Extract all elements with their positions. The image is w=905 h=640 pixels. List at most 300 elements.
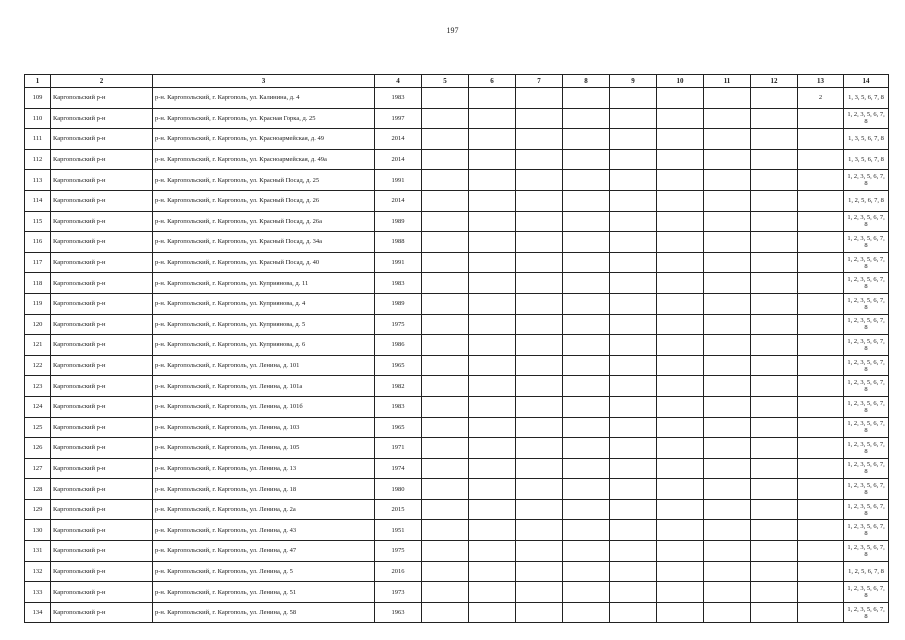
- col13-cell: [798, 190, 844, 211]
- table-body: [25, 88, 889, 623]
- row-number-cell: 125: [25, 417, 51, 438]
- row-number-cell: 110: [25, 108, 51, 129]
- table-row: [25, 252, 889, 273]
- col12-cell: [751, 88, 798, 109]
- row-number-cell: 117: [25, 252, 51, 273]
- address-cell: р-н. Каргопольский, г. Каргополь, ул. Куприянова, д. 4: [153, 293, 375, 314]
- year-cell: 1963: [375, 602, 422, 623]
- col9-cell: [610, 252, 657, 273]
- address-cell: р-н. Каргопольский, г. Каргополь, ул. Красная Горка, д. 25: [153, 108, 375, 129]
- address-cell: р-н. Каргопольский, г. Каргополь, ул. Ленина, д. 103: [153, 417, 375, 438]
- year-cell: 1991: [375, 252, 422, 273]
- col5-cell: [422, 273, 469, 294]
- col14-cell: 1, 2, 3, 5, 6, 7, 8: [844, 396, 889, 417]
- district-cell: Каргопольский р-н: [51, 520, 153, 541]
- col5-cell: [422, 211, 469, 232]
- col10-cell: [657, 108, 704, 129]
- col11-cell: [704, 211, 751, 232]
- district-cell: Каргопольский р-н: [51, 335, 153, 356]
- col14-cell: 1, 2, 3, 5, 6, 7, 8: [844, 376, 889, 397]
- col11-cell: [704, 190, 751, 211]
- col12-cell: [751, 396, 798, 417]
- year-cell: 1951: [375, 520, 422, 541]
- district-cell: Каргопольский р-н: [51, 273, 153, 294]
- row-number-cell: 122: [25, 355, 51, 376]
- col8-cell: [563, 396, 610, 417]
- col14-cell: 1, 2, 3, 5, 6, 7, 8: [844, 541, 889, 562]
- col9-cell: [610, 582, 657, 603]
- col10-cell: [657, 479, 704, 500]
- col11-cell: [704, 520, 751, 541]
- year-cell: 1989: [375, 211, 422, 232]
- col13-cell: [798, 129, 844, 150]
- col14-cell: 1, 2, 3, 5, 6, 7, 8: [844, 520, 889, 541]
- col12-cell: [751, 438, 798, 459]
- col7-cell: [516, 232, 563, 253]
- address-cell: р-н. Каргопольский, г. Каргополь, ул. Куприянова, д. 6: [153, 335, 375, 356]
- col13-cell: [798, 273, 844, 294]
- col5-cell: [422, 129, 469, 150]
- col8-cell: [563, 561, 610, 582]
- district-cell: Каргопольский р-н: [51, 355, 153, 376]
- col6-cell: [469, 252, 516, 273]
- address-cell: р-н. Каргопольский, г. Каргополь, ул. Калинина, д. 4: [153, 88, 375, 109]
- col7-cell: [516, 458, 563, 479]
- address-cell: р-н. Каргопольский, г. Каргополь, ул. Ленина, д. 13: [153, 458, 375, 479]
- col7-cell: [516, 602, 563, 623]
- col5-cell: [422, 541, 469, 562]
- col8-cell: [563, 232, 610, 253]
- col5-cell: [422, 417, 469, 438]
- col6-cell: [469, 88, 516, 109]
- col11-cell: [704, 355, 751, 376]
- col13-cell: [798, 396, 844, 417]
- col13-cell: [798, 149, 844, 170]
- year-cell: 1988: [375, 232, 422, 253]
- row-number-cell: 129: [25, 499, 51, 520]
- col5-cell: [422, 108, 469, 129]
- year-cell: 2015: [375, 499, 422, 520]
- address-cell: р-н. Каргопольский, г. Каргополь, ул. Красный Посад, д. 40: [153, 252, 375, 273]
- col11-cell: [704, 170, 751, 191]
- col6-cell: [469, 417, 516, 438]
- year-cell: 1973: [375, 582, 422, 603]
- col8-cell: [563, 190, 610, 211]
- col8-cell: [563, 293, 610, 314]
- col6-cell: [469, 479, 516, 500]
- table-row: [25, 376, 889, 397]
- year-cell: 2014: [375, 149, 422, 170]
- table-row: [25, 582, 889, 603]
- year-cell: 1980: [375, 479, 422, 500]
- address-cell: р-н. Каргопольский, г. Каргополь, ул. Красноармейская, д. 49а: [153, 149, 375, 170]
- col11-cell: [704, 232, 751, 253]
- col9-cell: [610, 170, 657, 191]
- col11-cell: [704, 273, 751, 294]
- col14-cell: 1, 2, 3, 5, 6, 7, 8: [844, 211, 889, 232]
- col13-cell: [798, 541, 844, 562]
- col12-cell: [751, 293, 798, 314]
- district-cell: Каргопольский р-н: [51, 582, 153, 603]
- col10-cell: [657, 396, 704, 417]
- col9-cell: [610, 129, 657, 150]
- col7-cell: [516, 376, 563, 397]
- col10-cell: [657, 252, 704, 273]
- address-cell: р-н. Каргопольский, г. Каргополь, ул. Ленина, д. 5: [153, 561, 375, 582]
- col14-cell: 1, 2, 3, 5, 6, 7, 8: [844, 335, 889, 356]
- col13-cell: [798, 293, 844, 314]
- col9-cell: [610, 293, 657, 314]
- col6-cell: [469, 314, 516, 335]
- col10-cell: [657, 129, 704, 150]
- address-cell: р-н. Каргопольский, г. Каргополь, ул. Куприянова, д. 11: [153, 273, 375, 294]
- col9-cell: [610, 149, 657, 170]
- col6-cell: [469, 190, 516, 211]
- address-cell: р-н. Каргопольский, г. Каргополь, ул. Ленина, д. 58: [153, 602, 375, 623]
- col14-cell: 1, 2, 3, 5, 6, 7, 8: [844, 355, 889, 376]
- table-row: [25, 561, 889, 582]
- col8-cell: [563, 479, 610, 500]
- col5-cell: [422, 314, 469, 335]
- col14-cell: 1, 2, 3, 5, 6, 7, 8: [844, 458, 889, 479]
- row-number-cell: 115: [25, 211, 51, 232]
- row-number-cell: 111: [25, 129, 51, 150]
- col14-cell: 1, 2, 5, 6, 7, 8: [844, 561, 889, 582]
- col11-cell: [704, 479, 751, 500]
- column-header-2: 2: [51, 75, 153, 88]
- col7-cell: [516, 335, 563, 356]
- col9-cell: [610, 438, 657, 459]
- col14-cell: 1, 2, 3, 5, 6, 7, 8: [844, 252, 889, 273]
- col5-cell: [422, 335, 469, 356]
- col13-cell: [798, 108, 844, 129]
- col13-cell: [798, 211, 844, 232]
- col11-cell: [704, 561, 751, 582]
- col5-cell: [422, 376, 469, 397]
- year-cell: 1983: [375, 396, 422, 417]
- col6-cell: [469, 355, 516, 376]
- row-number-cell: 128: [25, 479, 51, 500]
- table-row: [25, 273, 889, 294]
- col7-cell: [516, 170, 563, 191]
- col7-cell: [516, 129, 563, 150]
- col9-cell: [610, 520, 657, 541]
- col5-cell: [422, 232, 469, 253]
- col12-cell: [751, 190, 798, 211]
- col7-cell: [516, 396, 563, 417]
- col8-cell: [563, 129, 610, 150]
- row-number-cell: 118: [25, 273, 51, 294]
- col14-cell: 1, 2, 5, 6, 7, 8: [844, 190, 889, 211]
- col13-cell: [798, 561, 844, 582]
- year-cell: 1983: [375, 273, 422, 294]
- col11-cell: [704, 88, 751, 109]
- col5-cell: [422, 602, 469, 623]
- col11-cell: [704, 293, 751, 314]
- column-header-12: 12: [751, 75, 798, 88]
- col13-cell: [798, 458, 844, 479]
- table-row: [25, 479, 889, 500]
- table-header: [25, 75, 889, 88]
- table-row: [25, 170, 889, 191]
- col14-cell: 1, 3, 5, 6, 7, 8: [844, 88, 889, 109]
- district-cell: Каргопольский р-н: [51, 396, 153, 417]
- col13-cell: [798, 252, 844, 273]
- row-number-cell: 121: [25, 335, 51, 356]
- col10-cell: [657, 355, 704, 376]
- col9-cell: [610, 458, 657, 479]
- col7-cell: [516, 355, 563, 376]
- address-cell: р-н. Каргопольский, г. Каргополь, ул. Ленина, д. 101б: [153, 396, 375, 417]
- col8-cell: [563, 520, 610, 541]
- district-cell: Каргопольский р-н: [51, 602, 153, 623]
- col12-cell: [751, 417, 798, 438]
- col10-cell: [657, 211, 704, 232]
- district-cell: Каргопольский р-н: [51, 541, 153, 562]
- year-cell: 1975: [375, 314, 422, 335]
- row-number-cell: 113: [25, 170, 51, 191]
- col14-cell: 1, 2, 3, 5, 6, 7, 8: [844, 582, 889, 603]
- col12-cell: [751, 561, 798, 582]
- col7-cell: [516, 211, 563, 232]
- col7-cell: [516, 273, 563, 294]
- col12-cell: [751, 335, 798, 356]
- address-cell: р-н. Каргопольский, г. Каргополь, ул. Ленина, д. 2а: [153, 499, 375, 520]
- table-row: [25, 211, 889, 232]
- col5-cell: [422, 561, 469, 582]
- col6-cell: [469, 541, 516, 562]
- col11-cell: [704, 129, 751, 150]
- col6-cell: [469, 273, 516, 294]
- table-row: [25, 417, 889, 438]
- row-number-cell: 132: [25, 561, 51, 582]
- col11-cell: [704, 376, 751, 397]
- year-cell: 1983: [375, 88, 422, 109]
- row-number-cell: 114: [25, 190, 51, 211]
- col8-cell: [563, 170, 610, 191]
- col9-cell: [610, 232, 657, 253]
- district-cell: Каргопольский р-н: [51, 88, 153, 109]
- table-row: [25, 88, 889, 109]
- col8-cell: [563, 376, 610, 397]
- col12-cell: [751, 232, 798, 253]
- col13-cell: [798, 170, 844, 191]
- col12-cell: [751, 479, 798, 500]
- district-cell: Каргопольский р-н: [51, 190, 153, 211]
- col9-cell: [610, 561, 657, 582]
- col6-cell: [469, 293, 516, 314]
- col5-cell: [422, 520, 469, 541]
- district-cell: Каргопольский р-н: [51, 561, 153, 582]
- col13-cell: [798, 376, 844, 397]
- col13-cell: [798, 602, 844, 623]
- col7-cell: [516, 190, 563, 211]
- year-cell: 2014: [375, 129, 422, 150]
- col7-cell: [516, 252, 563, 273]
- col6-cell: [469, 211, 516, 232]
- address-cell: р-н. Каргопольский, г. Каргополь, ул. Красный Посад, д. 26: [153, 190, 375, 211]
- column-header-10: 10: [657, 75, 704, 88]
- col12-cell: [751, 314, 798, 335]
- col5-cell: [422, 582, 469, 603]
- col6-cell: [469, 149, 516, 170]
- row-number-cell: 131: [25, 541, 51, 562]
- col12-cell: [751, 541, 798, 562]
- col14-cell: 1, 2, 3, 5, 6, 7, 8: [844, 273, 889, 294]
- col12-cell: [751, 520, 798, 541]
- year-cell: 1974: [375, 458, 422, 479]
- col6-cell: [469, 129, 516, 150]
- year-cell: 1997: [375, 108, 422, 129]
- table-row: [25, 149, 889, 170]
- col12-cell: [751, 108, 798, 129]
- col8-cell: [563, 458, 610, 479]
- col10-cell: [657, 190, 704, 211]
- col6-cell: [469, 561, 516, 582]
- row-number-cell: 126: [25, 438, 51, 459]
- address-cell: р-н. Каргопольский, г. Каргополь, ул. Ленина, д. 43: [153, 520, 375, 541]
- col10-cell: [657, 149, 704, 170]
- col10-cell: [657, 273, 704, 294]
- col9-cell: [610, 211, 657, 232]
- column-header-14: 14: [844, 75, 889, 88]
- col8-cell: [563, 582, 610, 603]
- col9-cell: [610, 602, 657, 623]
- address-cell: р-н. Каргопольский, г. Каргополь, ул. Красный Посад, д. 26а: [153, 211, 375, 232]
- col12-cell: [751, 499, 798, 520]
- address-cell: р-н. Каргопольский, г. Каргополь, ул. Ленина, д. 47: [153, 541, 375, 562]
- district-cell: Каргопольский р-н: [51, 376, 153, 397]
- row-number-cell: 116: [25, 232, 51, 253]
- col11-cell: [704, 314, 751, 335]
- col14-cell: 1, 2, 3, 5, 6, 7, 8: [844, 232, 889, 253]
- col7-cell: [516, 108, 563, 129]
- col13-cell: [798, 335, 844, 356]
- address-cell: р-н. Каргопольский, г. Каргополь, ул. Красный Посад, д. 25: [153, 170, 375, 191]
- table-row: [25, 108, 889, 129]
- row-number-cell: 127: [25, 458, 51, 479]
- col5-cell: [422, 355, 469, 376]
- col8-cell: [563, 252, 610, 273]
- col5-cell: [422, 499, 469, 520]
- col9-cell: [610, 190, 657, 211]
- col6-cell: [469, 520, 516, 541]
- col8-cell: [563, 355, 610, 376]
- col12-cell: [751, 582, 798, 603]
- col5-cell: [422, 293, 469, 314]
- column-header-6: 6: [469, 75, 516, 88]
- col9-cell: [610, 417, 657, 438]
- col5-cell: [422, 252, 469, 273]
- col12-cell: [751, 129, 798, 150]
- col6-cell: [469, 458, 516, 479]
- year-cell: 1991: [375, 170, 422, 191]
- col7-cell: [516, 438, 563, 459]
- col13-cell: [798, 438, 844, 459]
- col13-cell: [798, 355, 844, 376]
- col8-cell: [563, 417, 610, 438]
- table-row: [25, 190, 889, 211]
- district-cell: Каргопольский р-н: [51, 499, 153, 520]
- col5-cell: [422, 190, 469, 211]
- table-row: [25, 129, 889, 150]
- col6-cell: [469, 499, 516, 520]
- col6-cell: [469, 170, 516, 191]
- col11-cell: [704, 396, 751, 417]
- col6-cell: [469, 582, 516, 603]
- col11-cell: [704, 458, 751, 479]
- col10-cell: [657, 293, 704, 314]
- district-cell: Каргопольский р-н: [51, 314, 153, 335]
- table-row: [25, 396, 889, 417]
- col14-cell: 1, 2, 3, 5, 6, 7, 8: [844, 170, 889, 191]
- district-cell: Каргопольский р-н: [51, 232, 153, 253]
- col11-cell: [704, 438, 751, 459]
- col7-cell: [516, 499, 563, 520]
- col7-cell: [516, 541, 563, 562]
- col7-cell: [516, 88, 563, 109]
- col12-cell: [751, 252, 798, 273]
- column-header-5: 5: [422, 75, 469, 88]
- address-cell: р-н. Каргопольский, г. Каргополь, ул. Куприянова, д. 5: [153, 314, 375, 335]
- table-row: [25, 520, 889, 541]
- year-cell: 2016: [375, 561, 422, 582]
- col8-cell: [563, 211, 610, 232]
- table-row: [25, 602, 889, 623]
- col13-cell: [798, 314, 844, 335]
- table-row: [25, 314, 889, 335]
- col7-cell: [516, 417, 563, 438]
- col14-cell: 1, 2, 3, 5, 6, 7, 8: [844, 417, 889, 438]
- col13-cell: [798, 582, 844, 603]
- col11-cell: [704, 149, 751, 170]
- col13-cell: [798, 232, 844, 253]
- col9-cell: [610, 314, 657, 335]
- col9-cell: [610, 499, 657, 520]
- col9-cell: [610, 479, 657, 500]
- col10-cell: [657, 417, 704, 438]
- col12-cell: [751, 273, 798, 294]
- table-row: [25, 293, 889, 314]
- col5-cell: [422, 438, 469, 459]
- housing-registry-table: [24, 74, 889, 623]
- col10-cell: [657, 335, 704, 356]
- col10-cell: [657, 88, 704, 109]
- col11-cell: [704, 582, 751, 603]
- col12-cell: [751, 355, 798, 376]
- col5-cell: [422, 458, 469, 479]
- column-header-9: 9: [610, 75, 657, 88]
- col12-cell: [751, 211, 798, 232]
- address-cell: р-н. Каргопольский, г. Каргополь, ул. Красноармейская, д. 49: [153, 129, 375, 150]
- col9-cell: [610, 88, 657, 109]
- col9-cell: [610, 541, 657, 562]
- col11-cell: [704, 541, 751, 562]
- col8-cell: [563, 335, 610, 356]
- district-cell: Каргопольский р-н: [51, 108, 153, 129]
- year-cell: 1986: [375, 335, 422, 356]
- col10-cell: [657, 602, 704, 623]
- col5-cell: [422, 396, 469, 417]
- col10-cell: [657, 438, 704, 459]
- year-cell: 1965: [375, 355, 422, 376]
- col8-cell: [563, 438, 610, 459]
- col12-cell: [751, 149, 798, 170]
- col6-cell: [469, 108, 516, 129]
- col7-cell: [516, 293, 563, 314]
- col5-cell: [422, 149, 469, 170]
- address-cell: р-н. Каргопольский, г. Каргополь, ул. Ленина, д. 101а: [153, 376, 375, 397]
